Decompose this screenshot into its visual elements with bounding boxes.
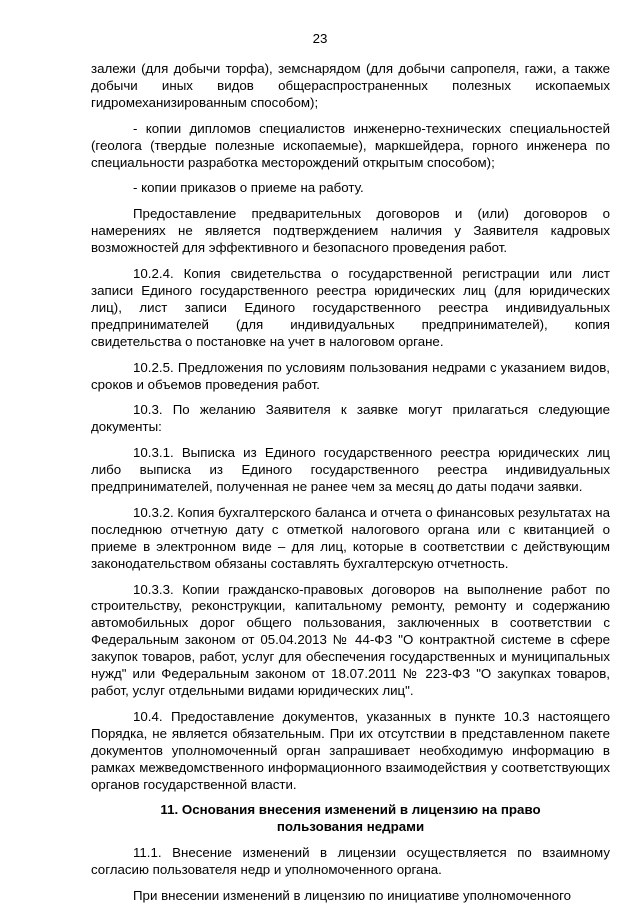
section-heading: 11. Основания внесения изменений в лицензию на право пользования недрами bbox=[160, 802, 541, 835]
paragraph-10-2-4: 10.2.4. Копия свидетельства о государственной регистрации или лист записи Единого государственного реестра юридических лиц (для юридических лиц), лист записи Единого государственного реестра индивидуальных предпринимателей (для индивидуальных предпринимателей), копия свидетельства о постановке на учет в налоговом органе. bbox=[91, 266, 610, 349]
paragraph-10-3: 10.3. По желанию Заявителя к заявке могут прилагаться следующие документы: bbox=[91, 402, 610, 435]
paragraph-11-2-start: При внесении изменений в лицензию по инициативе уполномоченного bbox=[133, 888, 572, 904]
paragraph-10-4: 10.4. Предоставление документов, указанных в пункте 10.3 настоящего Порядка, не является обязательным. При их отсутствии в представленном пакете документов уполномоченный орган запрашивает необходимую информацию в рамках межведомственного информационного взаимодействия у соответствующих органов государственной власти. bbox=[91, 708, 610, 792]
page-number: 23 bbox=[312, 31, 328, 46]
paragraph-continuation: залежи (для добычи торфа), земснарядом (для добычи сапропеля, гажи, а также добычи иных видов общераспространенных полезных ископаемых гидромеханизированным способом); bbox=[91, 61, 610, 110]
paragraph-10-2-5: 10.2.5. Предложения по условиям пользования недрами с указанием видов, сроков и объемов проведения работ. bbox=[91, 359, 610, 392]
document-body bbox=[91, 61, 610, 905]
paragraph-10-3-2: 10.3.2. Копия бухгалтерского баланса и отчета о финансовых результатах на последнюю отчетную дату с отметкой налогового органа или с квитанцией о приеме в электронном виде – для лиц, которые в соответствии с действующим законодательством обязаны составлять бухгалтерскую отчетность. bbox=[91, 504, 610, 571]
paragraph-preliminary-contracts: Предоставление предварительных договоров и (или) договоров о намерениях не является подтверждением наличия у Заявителя кадровых возможностей для эффективного и безопасного проведения работ. bbox=[91, 206, 610, 256]
paragraph-orders: - копии приказов о приеме на работу. bbox=[133, 180, 364, 196]
paragraph-10-3-1: 10.3.1. Выписка из Единого государственного реестра юридических лиц либо выписка из Единого государственного реестра индивидуальных предпринимателей, полученная не ранее чем за месяц до даты подачи заявки. bbox=[91, 445, 610, 495]
paragraph-10-3-3: 10.3.3. Копии гражданско-правовых договоров на выполнение работ по строительству, реконструкции, капитальному ремонту, ремонту и содержанию автомобильных дорог общего пользования, заключенных в соответствии с Федеральным законом от 05.04.2013 № 44-ФЗ "О контрактной системе в сфере закупок товаров, работ, услуг для обеспечения государственных и муниципальных нужд" или Федеральным законом от 18.07.2011 № 223-ФЗ "О закупках товаров, работ, услуг отдельными видами юридических лиц". bbox=[91, 581, 610, 698]
paragraph-11-1: 11.1. Внесение изменений в лицензии осуществляется по взаимному согласию пользователя недр и уполномоченного органа. bbox=[91, 845, 610, 878]
paragraph-diplomas: - копии дипломов специалистов инженерно-технических специальностей (геолога (твердые полезные ископаемые), маркшейдера, горного инженера по специальности разработка месторождений открытым способом); bbox=[91, 120, 610, 170]
